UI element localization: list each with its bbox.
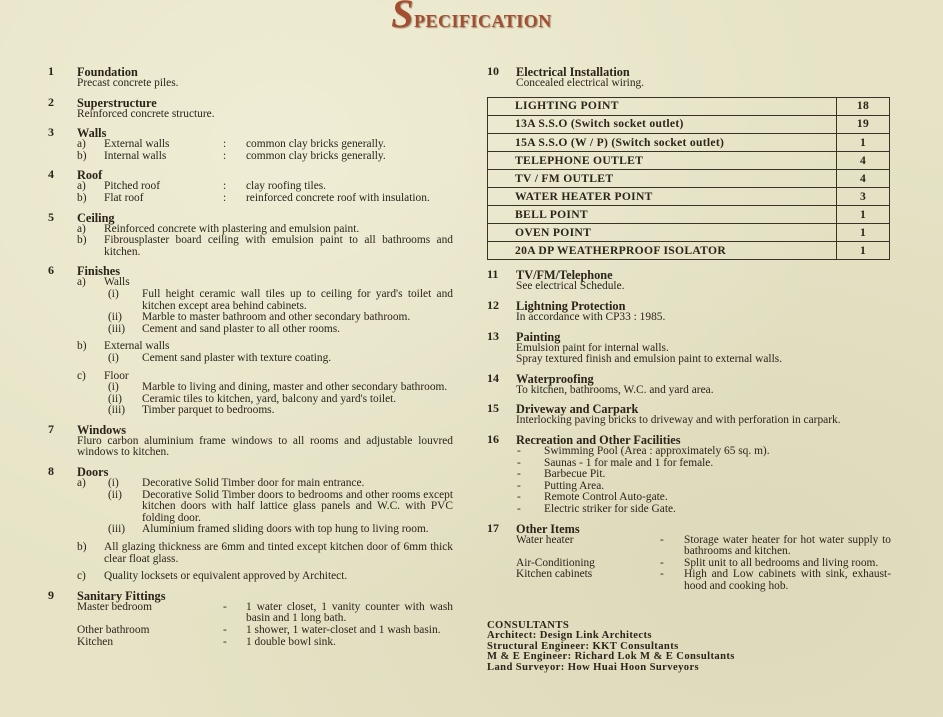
consultant-line: M & E Engineer: Richard Lok M & E Consultants	[487, 651, 735, 663]
spec-section	[48, 66, 453, 90]
item-marker: (ii)	[108, 392, 122, 405]
item-separator: -	[223, 624, 227, 636]
section-number: 2	[48, 94, 54, 109]
dash-bullet: -	[517, 491, 521, 504]
section-title: Superstructure	[77, 95, 157, 110]
spec-section	[487, 403, 891, 427]
electrical-quantity: 1	[837, 133, 890, 151]
item-separator: -	[660, 556, 664, 569]
section-number: 10	[487, 64, 499, 78]
section-title: Doors	[77, 465, 109, 480]
paragraph: Concealed electrical wiring.	[516, 77, 645, 89]
consultants-heading: CONSULTANTS	[487, 619, 570, 631]
consultant-line: Structural Engineer: KKT Consultants	[487, 640, 679, 652]
sub-item	[77, 235, 453, 258]
dash-bullet: -	[517, 445, 521, 457]
electrical-item: 15A S.S.O (W / P) (Switch socket outlet)	[488, 133, 837, 151]
electrical-quantity: 4	[837, 169, 890, 187]
table-row	[488, 224, 890, 242]
paragraph: In accordance with CP33 : 1985.	[516, 311, 666, 324]
spec-item	[516, 569, 891, 592]
section-title: Foundation	[77, 65, 138, 79]
item-marker: b)	[77, 340, 87, 353]
item-text: Reinforced concrete with plastering and emulsion paint.	[104, 222, 360, 235]
electrical-quantity: 19	[837, 115, 890, 133]
sub-sub-item	[77, 324, 453, 336]
dash-bullet: -	[517, 502, 521, 515]
item-label: Kitchen	[77, 635, 114, 648]
item-text: Saunas - 1 for male and 1 for female.	[544, 456, 714, 469]
consultants-block	[487, 621, 891, 674]
sub-sub-item	[77, 490, 453, 525]
item-marker: a)	[77, 138, 86, 151]
item-marker: a)	[77, 180, 86, 193]
section-number: 1	[48, 64, 54, 78]
paragraph: Reinforced concrete structure.	[77, 107, 215, 120]
item-marker: b)	[77, 541, 87, 554]
item-label: Air-Conditioning	[516, 556, 595, 569]
section-number: 11	[487, 267, 499, 282]
spec-item	[77, 602, 453, 625]
item-label: Internal walls	[104, 149, 167, 162]
section-title: Painting	[516, 329, 561, 344]
section-number: 15	[487, 401, 499, 416]
item-marker: (ii)	[108, 311, 122, 324]
item-label: Water heater	[516, 533, 574, 546]
section-title: Ceiling	[77, 210, 115, 225]
section-number: 13	[487, 328, 499, 343]
consultant-line: Land Surveyor: How Huai Hoon Surveyors	[487, 661, 700, 673]
item-text: Cement sand plaster with texture coating.	[142, 351, 332, 364]
electrical-item: BELL POINT	[488, 206, 837, 224]
section-title: Finishes	[77, 264, 121, 279]
section-title: Lightning Protection	[516, 299, 626, 314]
electrical-quantity: 1	[837, 206, 890, 224]
spec-section	[48, 421, 453, 459]
item-marker: c)	[77, 570, 86, 583]
electrical-quantity: 18	[837, 97, 890, 115]
item-text: Remote Control Auto-gate.	[544, 491, 668, 504]
item-text: Swimming Pool (Area : approximately 65 sq. m).	[544, 445, 770, 457]
item-text: Marble to living and dining, master and other secondary bathroom.	[142, 381, 448, 394]
spec-item	[77, 637, 453, 649]
spec-section	[487, 434, 891, 516]
item-text: Aluminium framed sliding doors with top hung to living room.	[142, 523, 429, 536]
section-number: 14	[487, 370, 499, 385]
electrical-item: TV / FM OUTLET	[488, 169, 837, 187]
spec-section	[48, 127, 453, 162]
sub-item	[77, 571, 453, 583]
spec-section	[48, 169, 453, 204]
table-row	[488, 188, 890, 206]
spec-section	[487, 300, 891, 324]
item-value: Storage water heater for hot water supply to bathrooms and kitchen.	[684, 533, 891, 558]
item-text: Fibrousplaster board ceiling with emulsion paint to all bathrooms and kitchen.	[104, 234, 453, 258]
item-label: Other bathroom	[77, 624, 150, 636]
item-label: Pitched roof	[104, 180, 160, 193]
item-text: Cement and sand plaster to all other rooms.	[142, 322, 341, 335]
section-title: TV/FM/Telephone	[516, 268, 613, 283]
item-value: clay roofing tiles.	[246, 180, 327, 193]
table-row	[488, 97, 890, 115]
item-text: Electric striker for side Gate.	[544, 502, 676, 515]
item-value: common clay bricks generally.	[246, 149, 386, 162]
item-marker: a)	[77, 276, 86, 289]
electrical-quantity: 1	[837, 242, 890, 260]
table-row	[488, 133, 890, 151]
spec-section	[48, 209, 453, 259]
spec-section	[487, 370, 891, 397]
section-number: 16	[487, 432, 499, 446]
section-title: Other Items	[516, 521, 580, 536]
item-text: Barbecue Pit.	[544, 468, 606, 481]
electrical-item: TELEPHONE OUTLET	[488, 151, 837, 169]
item-marker: (i)	[108, 477, 119, 490]
item-value: 1 water closet, 1 vanity counter with wash basin and 1 long bath.	[246, 600, 453, 625]
consultant-line: Architect: Design Link Architects	[487, 630, 652, 642]
item-marker: (iii)	[108, 404, 126, 417]
right-column	[487, 66, 891, 674]
item-separator: :	[223, 191, 227, 204]
item-text: Putting Area.	[544, 479, 605, 492]
item-marker: (i)	[108, 381, 119, 394]
paragraph: Emulsion paint for internal walls.	[516, 341, 669, 354]
spec-section	[48, 265, 453, 417]
item-marker: b)	[77, 191, 87, 204]
item-text: All glazing thickness are 6mm and tinted except kitchen door of 6mm thick clear float glass.	[104, 541, 453, 565]
sub-heading-text: Floor	[104, 369, 129, 382]
item-marker: (i)	[108, 351, 119, 364]
section-number: 17	[487, 520, 499, 535]
spec-item	[77, 193, 453, 205]
facility-item	[516, 504, 891, 516]
section-number: 9	[48, 587, 54, 602]
table-row	[488, 115, 890, 133]
item-separator: :	[223, 138, 227, 151]
spec-item	[516, 535, 891, 558]
sub-item	[77, 542, 453, 565]
table-row	[488, 242, 890, 260]
item-value: reinforced concrete roof with insulation.	[246, 191, 430, 204]
section-title: Waterproofing	[516, 371, 594, 386]
dash-bullet: -	[517, 456, 521, 469]
electrical-item: 20A DP WEATHERPROOF ISOLATOR	[488, 242, 837, 260]
item-separator: :	[223, 149, 227, 162]
dash-bullet: -	[517, 479, 521, 492]
section-title: Driveway and Carpark	[516, 402, 639, 417]
electrical-quantity: 3	[837, 188, 890, 206]
spec-section	[48, 587, 453, 648]
item-text: Quality locksets or equivalent approved by Architect.	[104, 570, 348, 583]
item-separator: -	[223, 600, 227, 613]
item-separator: -	[660, 568, 664, 581]
electrical-schedule-table	[487, 97, 890, 261]
item-marker: b)	[77, 234, 87, 247]
section-number: 8	[48, 464, 54, 479]
spec-section	[48, 466, 453, 583]
paragraph: Spray textured finish and emulsion paint to external walls.	[516, 353, 783, 366]
paragraph: To kitchen, bathrooms, W.C. and yard area.	[516, 383, 714, 396]
item-marker: a)	[77, 477, 86, 490]
item-marker: a)	[77, 222, 86, 235]
spec-section	[487, 328, 891, 366]
item-label: Flat roof	[104, 191, 144, 204]
sub-sub-item	[77, 353, 453, 365]
item-marker: (iii)	[108, 523, 126, 536]
sub-heading-text: Walls	[104, 276, 130, 289]
section-title: Sanitary Fittings	[77, 588, 166, 603]
electrical-item: WATER HEATER POINT	[488, 188, 837, 206]
item-marker: (ii)	[108, 488, 122, 501]
section-number: 5	[48, 209, 54, 224]
item-marker: (i)	[108, 287, 119, 300]
left-column	[48, 66, 453, 655]
section-title: Recreation and Other Facilities	[516, 433, 681, 447]
item-label: Master bedroom	[77, 600, 152, 613]
section-title: Roof	[77, 168, 103, 183]
electrical-item: LIGHTING POINT	[488, 97, 837, 115]
electrical-item: 13A S.S.O (Switch socket outlet)	[488, 115, 837, 133]
electrical-quantity: 4	[837, 151, 890, 169]
spec-section	[487, 66, 891, 260]
item-value: Split unit to all bedrooms and living room.	[684, 556, 879, 569]
sub-sub-item	[77, 405, 453, 417]
item-label: External walls	[104, 138, 170, 151]
item-marker: b)	[77, 149, 87, 162]
electrical-quantity: 1	[837, 224, 890, 242]
sub-sub-item	[77, 289, 453, 312]
table-row	[488, 169, 890, 187]
table-row	[488, 206, 890, 224]
section-title: Electrical Installation	[516, 65, 630, 79]
item-text: Ceramic tiles to kitchen, yard, balcony and yard's toilet.	[142, 392, 397, 405]
paragraph: Precast concrete piles.	[77, 77, 179, 89]
section-title: Walls	[77, 126, 107, 141]
section-number: 7	[48, 421, 54, 436]
item-text: Decorative Solid Timber doors to bedrooms and other rooms except kitchen doors with half lattice glass panels and W.C. with PVC folding door.	[142, 488, 453, 524]
section-title: Windows	[77, 422, 126, 437]
item-value: High and Low cabinets with sink, exhaust-hood and cooking hob.	[684, 568, 891, 592]
spec-item	[77, 625, 453, 637]
sub-sub-item	[77, 524, 453, 536]
item-text: Timber parquet to bedrooms.	[142, 404, 275, 417]
spec-section	[48, 94, 453, 121]
section-number: 6	[48, 263, 54, 278]
item-separator: -	[223, 635, 227, 648]
section-number: 3	[48, 125, 54, 140]
item-value: common clay bricks generally.	[246, 138, 386, 151]
paragraph: Fluro carbon aluminium frame windows to all rooms and adjustable louvred windows to kitchen.	[77, 434, 453, 459]
item-value: 1 double bowl sink.	[246, 635, 336, 648]
item-marker: c)	[77, 369, 86, 382]
item-label: Kitchen cabinets	[516, 568, 593, 581]
item-value: 1 shower, 1 water-closet and 1 wash basin.	[246, 624, 441, 636]
item-separator: -	[660, 533, 664, 546]
spec-section	[487, 269, 891, 293]
dash-bullet: -	[517, 468, 521, 481]
paragraph: Interlocking paving bricks to driveway and with perforation in carpark.	[516, 414, 841, 427]
table-row	[488, 151, 890, 169]
paragraph: See electrical Schedule.	[516, 280, 625, 293]
sub-heading-text: External walls	[104, 340, 170, 353]
item-separator: :	[223, 180, 227, 193]
item-marker: (iii)	[108, 322, 126, 335]
spec-item	[77, 151, 453, 163]
section-number: 4	[48, 167, 54, 182]
item-text: Full height ceramic wall tiles up to ceiling for yard's toilet and kitchen except area behind cabinets.	[142, 287, 453, 312]
item-text: Decorative Solid Timber door for main entrance.	[142, 477, 365, 490]
item-text: Marble to master bathroom and other secondary bathroom.	[142, 311, 411, 324]
section-number: 12	[487, 298, 499, 313]
page-title: Specification	[391, 0, 552, 36]
electrical-item: OVEN POINT	[488, 224, 837, 242]
spec-section	[487, 520, 891, 593]
